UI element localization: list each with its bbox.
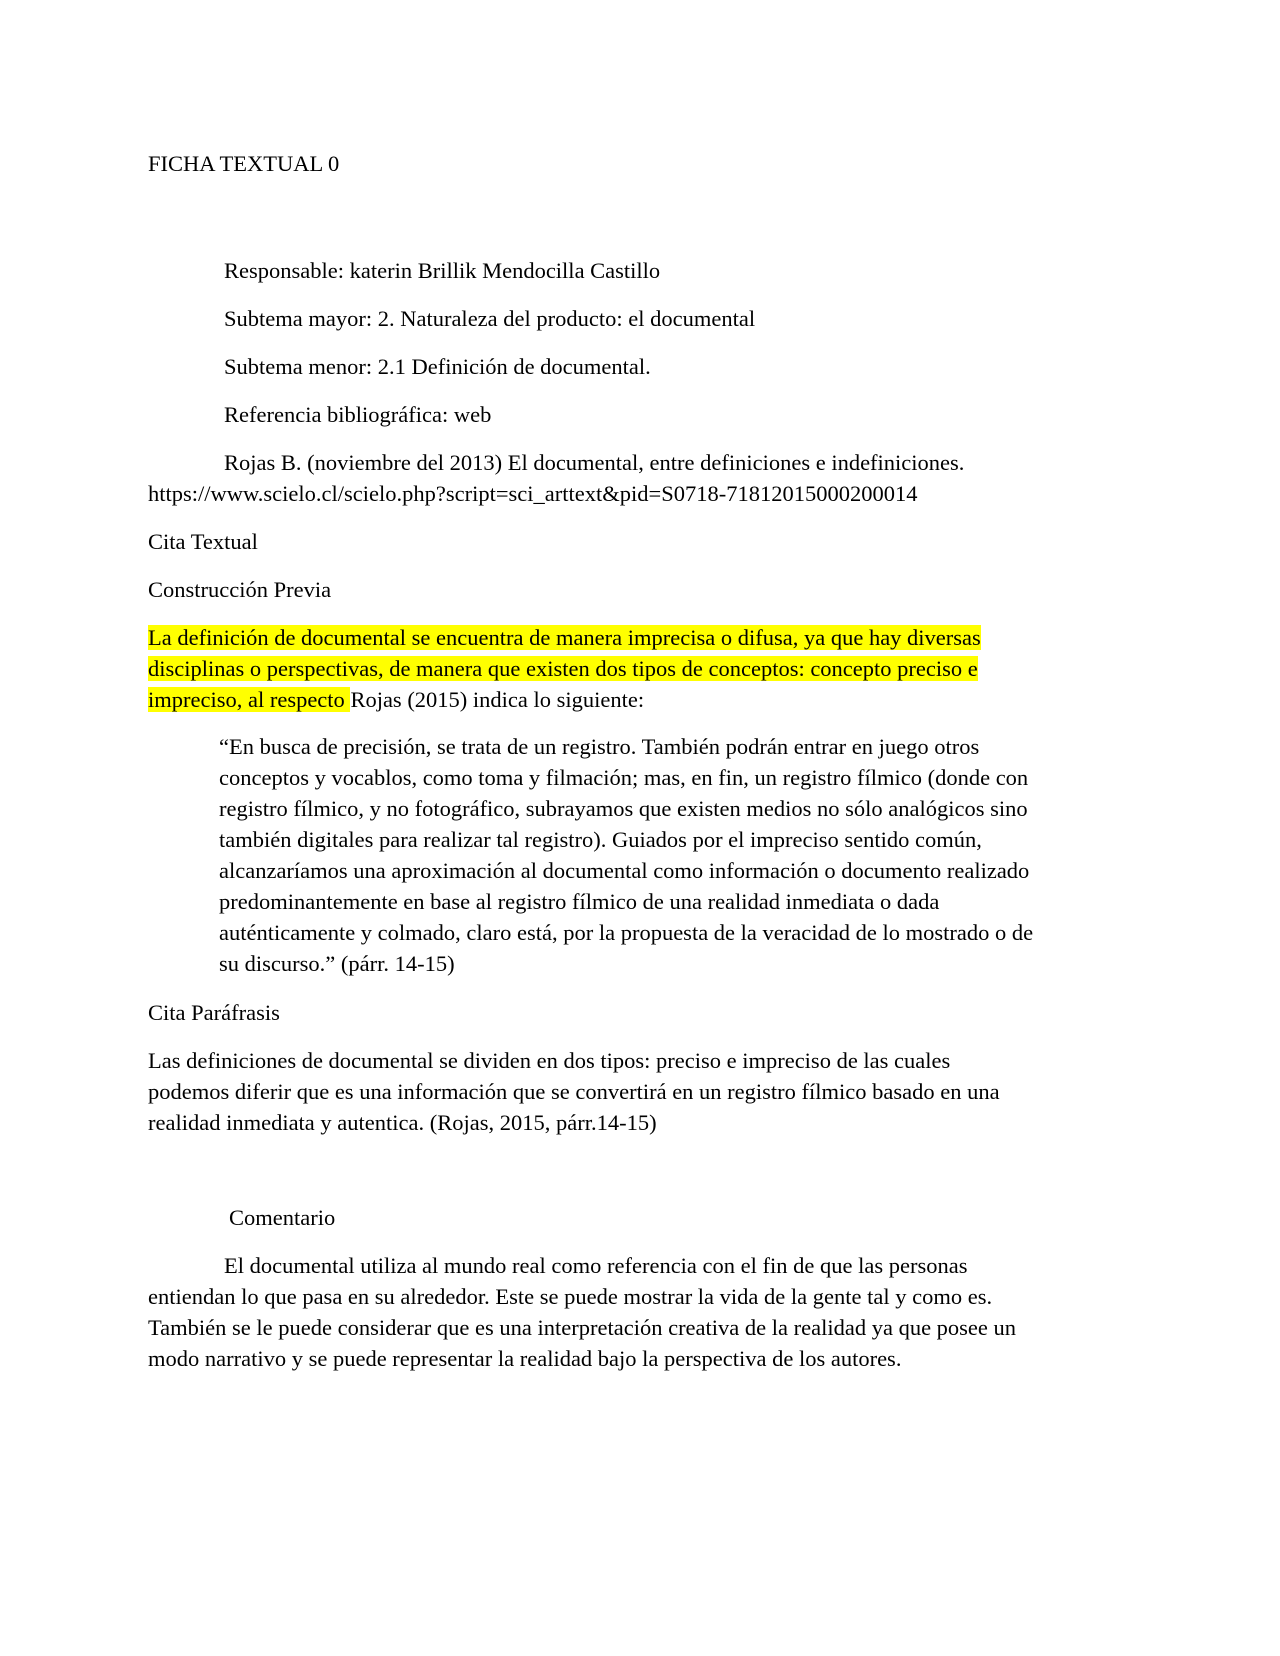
subtema-menor-line: Subtema menor: 2.1 Definición de documental. bbox=[224, 354, 651, 379]
quote-line: también digitales para realizar tal registro). Guiados por el impreciso sentido común, bbox=[219, 827, 982, 852]
paragraph-line: entiendan lo que pasa en su alrededor. Este se puede mostrar la vida de la gente tal y como es. bbox=[148, 1284, 993, 1309]
quote-line: su discurso.” (párr. 14-15) bbox=[219, 951, 455, 976]
reference-citation-line-1: Rojas B. (noviembre del 2013) El documental, entre definiciones e indefiniciones. bbox=[224, 450, 965, 475]
referencia-line: Referencia bibliográfica: web bbox=[224, 402, 492, 427]
quote-line: alcanzaríamos una aproximación al documental como información o documento realizado bbox=[219, 858, 1030, 883]
reference-url: https://www.scielo.cl/scielo.php?script=sci_arttext&pid=S0718-71812015000200014 bbox=[148, 481, 918, 506]
highlighted-line-2 bbox=[148, 653, 978, 684]
highlighted-line-1 bbox=[148, 622, 981, 653]
paragraph-line: El documental utiliza al mundo real como referencia con el fin de que las personas bbox=[224, 1253, 968, 1278]
subtema-mayor-line: Subtema mayor: 2. Naturaleza del producto: el documental bbox=[224, 306, 756, 331]
comentario-paragraph bbox=[148, 1250, 1016, 1374]
comentario-heading: Comentario bbox=[229, 1205, 336, 1230]
document-title: FICHA TEXTUAL 0 bbox=[148, 151, 340, 176]
quote-line: “En busca de precisión, se trata de un registro. También podrán entrar en juego otros bbox=[219, 734, 980, 759]
cita-parafrasis-heading: Cita Paráfrasis bbox=[148, 1000, 280, 1025]
quote-line: registro fílmico, y no fotográfico, subrayamos que existen medios no sólo analógicos sino bbox=[219, 796, 1028, 821]
highlighted-line-3 bbox=[148, 684, 644, 715]
paragraph-line: podemos diferir que es una información que se convertirá en un registro fílmico basado en una bbox=[148, 1079, 1000, 1104]
paragraph-line: modo narrativo y se puede representar la realidad bajo la perspectiva de los autores. bbox=[148, 1346, 902, 1371]
highlighted-text: disciplinas o perspectivas, de manera que existen dos tipos de conceptos: concepto preciso e bbox=[148, 656, 978, 681]
responsable-line: Responsable: katerin Brillik Mendocilla Castillo bbox=[224, 258, 661, 283]
cita-textual-heading: Cita Textual bbox=[148, 529, 258, 554]
paragraph-line: realidad inmediata y autentica. (Rojas, 2015, párr.14-15) bbox=[148, 1110, 657, 1135]
quote-line: auténticamente y colmado, claro está, por la propuesta de la veracidad de lo mostrado o de bbox=[219, 920, 1034, 945]
quote-line: predominantemente en base al registro fílmico de una realidad inmediata o dada bbox=[219, 889, 940, 914]
highlighted-text: La definición de documental se encuentra de manera imprecisa o difusa, ya que hay diversas bbox=[148, 625, 981, 650]
block-quote bbox=[219, 731, 1033, 979]
quote-line: conceptos y vocablos, como toma y filmación; mas, en fin, un registro fílmico (donde con bbox=[219, 765, 1029, 790]
body-text: Rojas (2015) indica lo siguiente: bbox=[350, 687, 645, 712]
paragraph-line: Las definiciones de documental se dividen en dos tipos: preciso e impreciso de las cuales bbox=[148, 1048, 951, 1073]
highlighted-text: impreciso, al respecto bbox=[148, 687, 351, 712]
paragraph-line: También se le puede considerar que es una interpretación creativa de la realidad ya que posee un bbox=[148, 1315, 1017, 1340]
construccion-previa-heading: Construcción Previa bbox=[148, 577, 332, 602]
parafrasis-paragraph bbox=[148, 1045, 1000, 1138]
